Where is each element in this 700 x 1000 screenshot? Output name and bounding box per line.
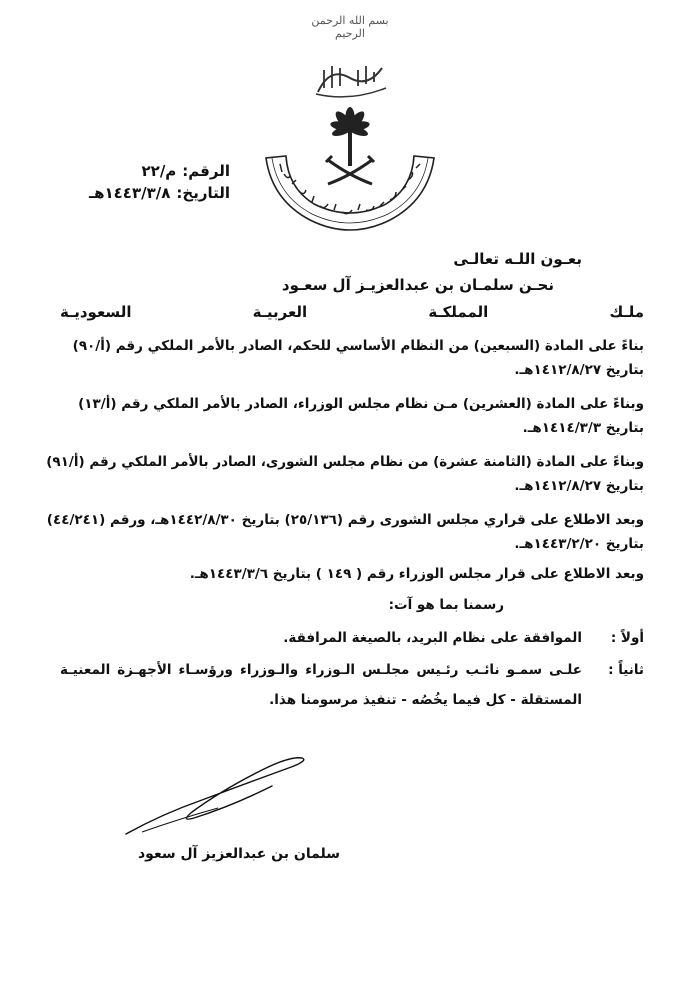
paragraph-line: بتاريخ ١٤٤٣/٢/٢٠هـ.: [514, 536, 644, 552]
paragraph: [60, 334, 644, 382]
basmala-calligraphy: بسم الله الرحمن الرحيم: [311, 14, 389, 40]
paragraph: [46, 450, 644, 498]
reference-date-label: التاريخ:: [176, 184, 230, 202]
handwritten-signature-icon: [122, 752, 312, 844]
item-number: ثانياً :: [608, 662, 644, 678]
item-text: الموافقة على نظام البريد، بالصيغة المرافقة.: [283, 630, 582, 646]
paragraph: [60, 392, 644, 440]
issuer-line: نحـن سلمـان بن عبدالعزيـز آل سعـود: [281, 276, 554, 294]
reference-number-value: م/٢٢: [141, 162, 177, 180]
reference-number-row: [60, 160, 230, 182]
shahada-calligraphy-icon: [310, 58, 390, 98]
reference-date-row: [60, 182, 230, 204]
item-continuation: المستقلة - كل فيما يخُصُه - تنفيذ مرسومنا هذا.: [269, 692, 582, 708]
paragraph: [60, 562, 644, 586]
paragraph-line: بناءً على المادة (السبعين) من النظام الأساسي للحكم، الصادر بالأمر الملكي رقم (أ/٩٠): [72, 338, 644, 354]
paragraph-line: بتاريخ ١٤١٢/٨/٢٧هـ.: [514, 478, 644, 494]
paragraph-line: بتاريخ ١٤١٢/٨/٢٧هـ.: [514, 362, 644, 378]
paragraph-line: وبناءً على المادة (العشرين) مـن نظام مجلس الوزراء، الصادر بالأمر الملكي رقم (أ/١٣): [78, 396, 644, 412]
paragraph-line: وبعد الاطلاع على قرار مجلس الوزراء رقم ( ١٤٩ ) بتاريخ ١٤٤٣/٣/٦هـ.: [189, 566, 644, 582]
item-text: علـى سمـو نائـب رئـيس مجلـس الـوزراء والـوزراء ورؤسـاء الأجهـزة المعنيـة: [60, 662, 582, 678]
kingdom-seal-band-icon: [262, 150, 438, 236]
reference-block: [60, 160, 230, 204]
paragraph-line: بتاريخ ١٤١٤/٣/٣هـ.: [522, 420, 644, 436]
decree-line: رسمنا بما هو آت:: [388, 597, 504, 613]
signer-name: سلمان بن عبدالعزيز آل سعود: [137, 846, 340, 862]
opening-line: بعـون اللـه تعالـى: [453, 250, 582, 268]
item-number: أولاً :: [610, 630, 644, 646]
paragraph: [46, 508, 644, 556]
paragraph-line: وبناءً على المادة (الثامنة عشرة) من نظام مجلس الشورى، الصادر بالأمر الملكي رقم (أ/٩١): [46, 454, 644, 470]
paragraph-line: وبعد الاطلاع على قراري مجلس الشورى رقم (٢٥/١٣٦) بتاريخ ١٤٤٢/٨/٣٠هـ، ورقم (٤٤/٢٤١): [46, 512, 644, 528]
decree-item-first: [60, 626, 644, 650]
decree-body: [46, 246, 644, 712]
title-line: ملـك المملكـة العربيـة السعوديـة: [60, 303, 644, 321]
reference-number-label: الرقم:: [182, 162, 230, 180]
reference-date-value: ١٤٤٣/٣/٨هـ: [88, 184, 171, 202]
decree-item-second: [60, 658, 644, 682]
